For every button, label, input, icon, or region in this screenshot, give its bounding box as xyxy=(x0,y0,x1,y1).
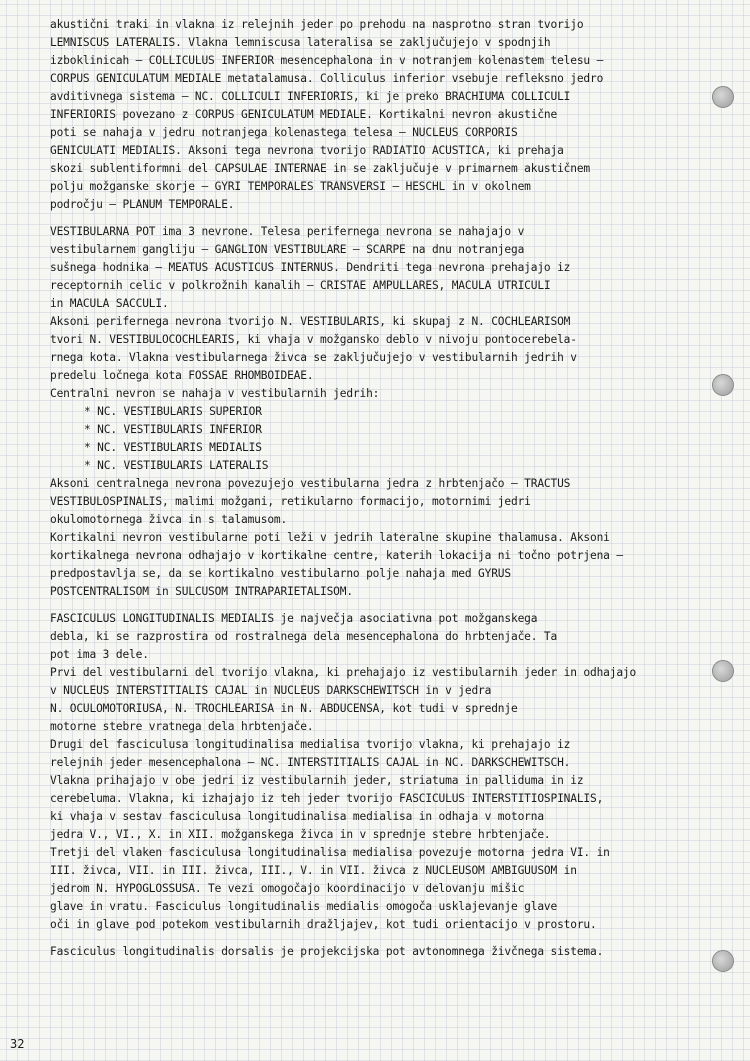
text-line: predpostavlja se, da se kortikalno vestibularno polje nahaja med GYRUS xyxy=(50,567,511,580)
text-line: FASCICULUS LONGITUDINALIS MEDIALIS je največja asociativna pot možganskega xyxy=(50,612,538,625)
binder-hole-middle xyxy=(712,374,734,396)
binder-hole-top xyxy=(712,86,734,108)
text-line: polju možganske skorje – GYRI TEMPORALES TRANSVERSI – HESCHL in v okolnem xyxy=(50,180,531,193)
text-line: N. OCULOMOTORIUSA, N. TROCHLEARISA in N. ABDUCENSA, kot tudi v sprednje xyxy=(50,702,518,715)
text-line: III. živca, VII. in III. živca, III., V. in VII. živca z NUCLEUSOM AMBIGUUSOM in xyxy=(50,864,577,877)
text-line: relejnih jeder mesencephalona – NC. INTERSTITIALIS CAJAL in NC. DARKSCHEWITSCH. xyxy=(50,756,571,769)
text-line: jedra V., VI., X. in XII. možganskega živca in v sprednje stebre hrbtenjače. xyxy=(50,828,551,841)
text-line: Aksoni centralnega nevrona povezujejo vestibularna jedra z hrbtenjačo – TRACTUS xyxy=(50,477,571,490)
text-line: Kortikalni nevron vestibularne poti leži v jedrih lateralne skupine thalamusa. Aksoni xyxy=(50,531,610,544)
text-line: * NC. VESTIBULARIS INFERIOR xyxy=(84,423,262,436)
text-line: * NC. VESTIBULARIS MEDIALIS xyxy=(84,441,262,454)
text-line: v NUCLEUS INTERSTITIALIS CAJAL in NUCLEUS DARKSCHEWITSCH in v jedra xyxy=(50,684,492,697)
handwritten-text-block xyxy=(50,16,710,961)
text-line xyxy=(50,934,710,943)
text-line: VESTIBULOSPINALIS, malimi možgani, retikularno formacijo, motornimi jedri xyxy=(50,495,531,508)
text-line: LEMNISCUS LATERALIS. Vlakna lemniscusa lateralisa se zaključujejo v spodnjih xyxy=(50,36,551,49)
text-line: Drugi del fasciculusa longitudinalisa medialisa tvorijo vlakna, ki prehajajo iz xyxy=(50,738,571,751)
text-line: POSTCENTRALISOM in SULCUSOM INTRAPARIETALISOM. xyxy=(50,585,353,598)
text-line: okulomotornega živca in s talamusom. xyxy=(50,513,288,526)
text-line: skozi sublentiformni del CAPSULAE INTERNAE in se zaključuje v primarnem akustičnem xyxy=(50,162,591,175)
text-line: debla, ki se razprostira od rostralnega dela mesencephalona do hrbtenjače. Ta xyxy=(50,630,558,643)
text-line: CORPUS GENICULATUM MEDIALE metatalamusa. Colliculus inferior vsebuje refleksno jedro xyxy=(50,72,604,85)
text-line: področju – PLANUM TEMPORALE. xyxy=(50,198,235,211)
text-line: ki vhaja v sestav fasciculusa longitudinalisa medialisa in odhaja v motorna xyxy=(50,810,544,823)
text-line: * NC. VESTIBULARIS LATERALIS xyxy=(84,459,269,472)
text-line: INFERIORIS povezano z CORPUS GENICULATUM MEDIALE. Kortikalni nevron akustične xyxy=(50,108,558,121)
text-line: poti se nahaja v jedru notranjega kolenastega telesa – NUCLEUS CORPORIS xyxy=(50,126,518,139)
text-line xyxy=(50,601,710,610)
text-line: Fasciculus longitudinalis dorsalis je projekcijska pot avtonomnega živčnega sistema. xyxy=(50,945,604,958)
text-line: * NC. VESTIBULARIS SUPERIOR xyxy=(84,405,262,418)
text-line: kortikalnega nevrona odhajajo v kortikalne centre, katerih lokacija ni točno potrjena – xyxy=(50,549,623,562)
text-line: jedrom N. HYPOGLOSSUSA. Te vezi omogočajo koordinacijo v delovanju mišic xyxy=(50,882,525,895)
text-line: cerebeluma. Vlakna, ki izhajajo iz teh jeder tvorijo FASCICULUS INTERSTITIOSPINALIS, xyxy=(50,792,604,805)
page-number: 32 xyxy=(10,1037,25,1051)
text-line: GENICULATI MEDIALIS. Aksoni tega nevrona tvorijo RADIATIO ACUSTICA, ki prehaja xyxy=(50,144,564,157)
text-line: sušnega hodnika – MEATUS ACUSTICUS INTERNUS. Dendriti tega nevrona prehajajo iz xyxy=(50,261,571,274)
text-line: Tretji del vlaken fasciculusa longitudinalisa medialisa povezuje motorna jedra VI. in xyxy=(50,846,610,859)
text-line: predelu ločnega kota FOSSAE RHOMBOIDEAE. xyxy=(50,369,314,382)
text-line: glave in vratu. Fasciculus longitudinalis medialis omogoča usklajevanje glave xyxy=(50,900,558,913)
text-line: oči in glave pod potekom vestibularnih dražljajev, kot tudi orientacijo v prostoru. xyxy=(50,918,597,931)
text-line: VESTIBULARNA POT ima 3 nevrone. Telesa perifernega nevrona se nahajajo v xyxy=(50,225,525,238)
text-line: izboklinicah – COLLICULUS INFERIOR mesencephalona in v notranjem kolenastem telesu – xyxy=(50,54,604,67)
text-line: receptornih celic v polkrožnih kanalih – CRISTAE AMPULLARES, MACULA UTRICULI xyxy=(50,279,551,292)
text-line xyxy=(50,214,710,223)
text-line: Vlakna prihajajo v obe jedri iz vestibularnih jeder, striatuma in palliduma in iz xyxy=(50,774,584,787)
binder-hole-lower xyxy=(712,660,734,682)
text-line: tvori N. VESTIBULOCOCHLEARIS, ki vhaja v možgansko deblo v nivoju pontocerebela- xyxy=(50,333,577,346)
text-line: Centralni nevron se nahaja v vestibularnih jedrih: xyxy=(50,387,380,400)
binder-hole-bottom xyxy=(712,950,734,972)
text-line: vestibularnem gangliju – GANGLION VESTIBULARE – SCARPE na dnu notranjega xyxy=(50,243,525,256)
text-line: Prvi del vestibularni del tvorijo vlakna, ki prehajajo iz vestibularnih jeder in odhajajo xyxy=(50,666,637,679)
text-line: akustični traki in vlakna iz relejnih jeder po prehodu na nasprotno stran tvorijo xyxy=(50,18,584,31)
text-line: pot ima 3 dele. xyxy=(50,648,149,661)
text-line: avditivnega sistema – NC. COLLICULI INFERIORIS, ki je preko BRACHIUMA COLLICULI xyxy=(50,90,571,103)
text-line: motorne stebre vratnega dela hrbtenjače. xyxy=(50,720,314,733)
text-line: in MACULA SACCULI. xyxy=(50,297,169,310)
text-line: rnega kota. Vlakna vestibularnega živca se zaključujejo v vestibularnih jedrih v xyxy=(50,351,577,364)
text-line: Aksoni perifernega nevrona tvorijo N. VESTIBULARIS, ki skupaj z N. COCHLEARISOM xyxy=(50,315,571,328)
